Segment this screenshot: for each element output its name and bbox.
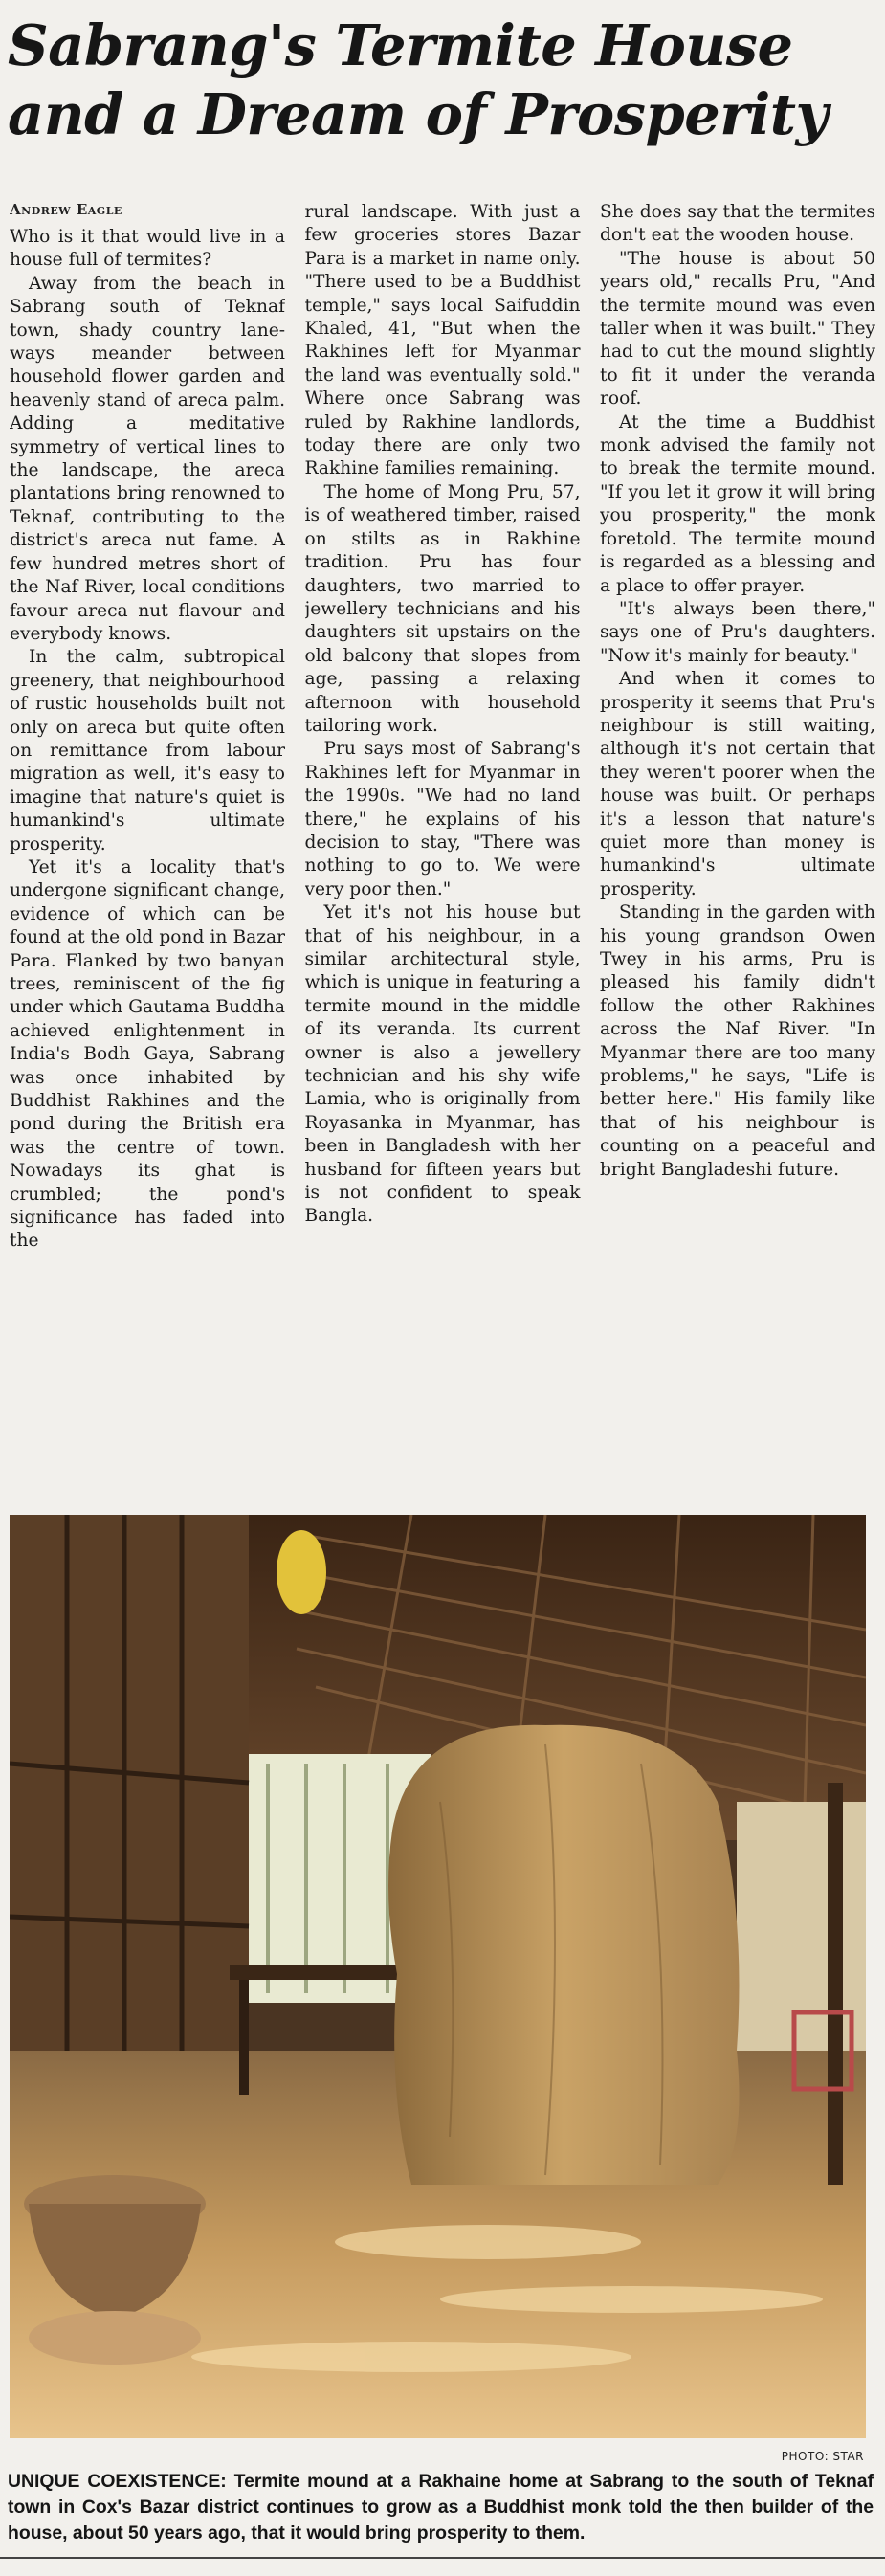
paragraph: At the time a Buddhist monk advised the family not to break the termite mound. "If you let it grow it will bring you prosperity," the monk foretold. The termite mound is regarded as a blessing and a place to offer prayer.: [600, 411, 875, 596]
article-body: [10, 201, 875, 1483]
paragraph: She does say that the termites don't eat the wooden house.: [600, 202, 875, 246]
column-1: [10, 201, 285, 1483]
termite-mound-photo: [10, 1515, 866, 2438]
paragraph: Who is it that would live in a house full of termites?: [10, 227, 285, 271]
paragraph: Pru says most of Sabrang's Rakhines left for Myanmar in the 1990s. "We had no land there," he explains of his decision to stay, "There was nothing to go to. We were very poor then.": [304, 739, 581, 899]
paragraph: Away from the beach in Sabrang south of Teknaf town, shady country lane-ways meander between household flower garden and heavenly stand of areca palm. Adding a meditative symmetry of vertical lines to the landscape, the areca plantations bring renowned to Teknaf, contributing to the district's areca nut fame. A few hundred metres short of the Naf River, local conditions favour areca nut flavour and everybody knows.: [10, 273, 285, 644]
paragraph: rural landscape. With just a few groceries stores Bazar Para is a market in name only. "There used to be a Buddhist temple," says local Saifuddin Khaled, 41, "But when the Rakhines left for Myanmar the land was eventually sold." Where once Sabrang was ruled by Rakhine landlords, today there are only two Rakhine families remaining.: [304, 202, 581, 479]
column-2: [305, 201, 581, 1483]
paragraph: Standing in the garden with his young grandson Owen Twey in his arms, Pru is pleased his family didn't follow the other Rakhines across the Naf River. "In Myanmar there are too many problems," he says, "Life is better here." His family like that of his neighbour is counting on a peaceful and bright Bangladeshi future.: [600, 902, 875, 1180]
byline: Andrew Eagle: [10, 201, 122, 218]
paragraph: Yet it's not his house but that of his neighbour, in a similar architectural style, which is unique in featuring a termite mound in the middle of its veranda. Its current owner is also a jewellery technician and his shy wife Lamia, who is originally from Royasanka in Myanmar, has been in Bangladesh with her husband for fifteen years but is not confident to speak Bangla.: [304, 902, 581, 1227]
bottom-rule: [0, 2557, 885, 2559]
photo-caption: UNIQUE COEXISTENCE: Termite mound at a Rakhaine home at Sabrang to the south of Teknaf town in Cox's Bazar district continues to grow as a Buddhist monk told the then builder of the house, about 50 years ago, that it would bring prosperity to them.: [8, 2471, 874, 2543]
headline: Sabrang's Termite House and a Dream of Prosperity: [8, 12, 829, 147]
photo-illustration: [10, 1515, 866, 2438]
paragraph: "It's always been there," says one of Pru's daughters. "Now it's mainly for beauty.": [600, 598, 875, 666]
photo-credit: PHOTO: STAR: [781, 2450, 864, 2463]
paragraph: The home of Mong Pru, 57, is of weathered timber, raised on stilts as in Rakhine tradition. Pru has four daughters, two married to jewellery technicians and his daughters sit upstairs on the old balcony that slopes from age, passing a relaxing afternoon with household tailoring work.: [304, 481, 581, 736]
paragraph: Yet it's a locality that's undergone significant change, evidence of which can be found at the old pond in Bazar Para. Flanked by two banyan trees, reminiscent of the fig under which Gautama Buddha achieved enlightenment in India's Bodh Gaya, Sabrang was once inhabited by Buddhist Rakhines and the pond during the British era was the centre of town. Nowadays its ghat is crumbled; the pond's significance has faded into the: [10, 856, 285, 1252]
paragraph: And when it comes to prosperity it seems that Pru's neighbour is still waiting, although it's not certain that they weren't poorer when the house was built. Or perhaps it's a lesson that nature's quiet more than money is humankind's ultimate prosperity.: [600, 669, 875, 899]
column-3: [600, 201, 875, 1483]
paragraph: "The house is about 50 years old," recalls Pru, "And the termite mound was even taller when it was built." They had to cut the mound slightly to fit it under the veranda roof.: [600, 248, 875, 410]
paragraph: In the calm, subtropical greenery, that neighbourhood of rustic households built not only on areca but quite often on remittance from labour migration as well, it's easy to imagine that nature's quiet is humankind's ultimate prosperity.: [10, 647, 285, 855]
